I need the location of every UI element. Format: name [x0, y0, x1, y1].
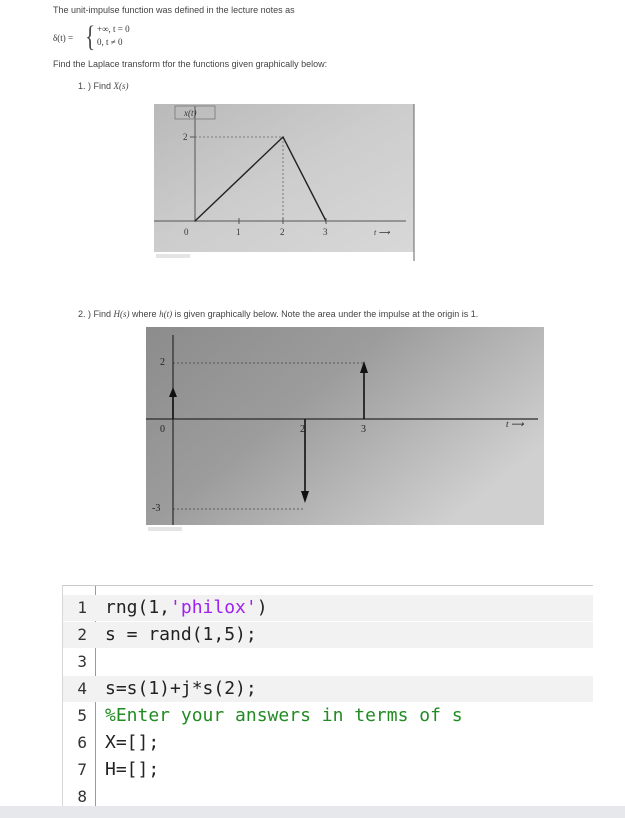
code-token: rng(1, — [105, 597, 171, 618]
code-line[interactable] — [63, 622, 593, 648]
figure-2-ytick-neg3: -3 — [152, 503, 161, 514]
question-2-mid: where — [132, 309, 157, 319]
line-number: 4 — [77, 679, 87, 698]
delta-case-2: 0, t ≠ 0 — [97, 37, 123, 47]
figure-1-xtick-3: 3 — [323, 227, 328, 237]
question-1 — [78, 81, 129, 91]
figure-2-graph — [146, 327, 544, 535]
delta-case-1: +∞, t = 0 — [97, 24, 130, 34]
question-2-suffix: is given graphically below. Note the area under the impulse at the origin is 1. — [174, 309, 479, 319]
code-line[interactable] — [63, 595, 593, 621]
brace-glyph: { — [85, 20, 96, 53]
figure-1-ylabel: x(t) — [184, 108, 197, 118]
code-text[interactable]: s=s(1)+j*s(2); — [105, 678, 257, 699]
question-1-prefix: 1. ) Find — [78, 81, 112, 91]
code-line[interactable] — [63, 757, 593, 783]
line-number: 8 — [77, 787, 87, 806]
figure-2-ytick-0: 0 — [160, 424, 165, 435]
code-line[interactable] — [63, 649, 593, 675]
figure-1-graph — [154, 104, 416, 261]
line-number: 1 — [77, 598, 87, 617]
code-string-token: 'philox' — [170, 597, 257, 618]
watermark-icon — [148, 527, 182, 531]
code-line[interactable] — [63, 703, 593, 729]
question-1-target: X(s) — [113, 81, 129, 91]
figure-1-xtick-1: 1 — [236, 227, 241, 237]
footer-bar — [0, 806, 625, 818]
code-line[interactable] — [63, 730, 593, 756]
code-text[interactable] — [105, 595, 268, 621]
code-line[interactable] — [63, 676, 593, 702]
figure-1-xtick-2: 2 — [280, 227, 285, 237]
task-text: Find the Laplace transform tfor the functions given graphically below: — [53, 59, 328, 69]
delta-lhs: δ(t) = — [53, 33, 74, 43]
figure-1-xarrow: t ⟶ — [374, 228, 390, 237]
code-text[interactable]: X=[]; — [105, 732, 160, 753]
figure-2-photo — [146, 327, 544, 535]
line-number: 5 — [77, 706, 87, 725]
question-2 — [78, 309, 478, 319]
watermark-icon — [156, 254, 190, 258]
figure-2-xarrow: t ⟶ — [506, 419, 524, 429]
code-editor[interactable] — [62, 585, 593, 808]
question-2-func: h(t) — [159, 309, 173, 319]
question-2-prefix: 2. ) Find — [78, 309, 112, 319]
code-text[interactable]: H=[]; — [105, 759, 160, 780]
intro-text: The unit-impulse function was defined in the lecture notes as — [53, 5, 295, 15]
figure-1-xtick-0: 0 — [184, 227, 189, 237]
line-number: 3 — [77, 652, 87, 671]
code-text[interactable]: s = rand(1,5); — [105, 624, 257, 645]
question-2-target: H(s) — [113, 309, 130, 319]
code-comment[interactable]: %Enter your answers in terms of s — [105, 705, 463, 726]
figure-1-photo — [154, 104, 416, 261]
line-number: 7 — [77, 760, 87, 779]
figure-2-xtick-3: 3 — [361, 424, 366, 435]
figure-2-ytick-2: 2 — [160, 357, 165, 368]
code-token: ) — [256, 597, 268, 618]
figure-1-ytick: 2 — [183, 132, 188, 142]
line-number: 2 — [77, 625, 87, 644]
figure-2-xtick-2: 2 — [300, 424, 305, 435]
line-number: 6 — [77, 733, 87, 752]
